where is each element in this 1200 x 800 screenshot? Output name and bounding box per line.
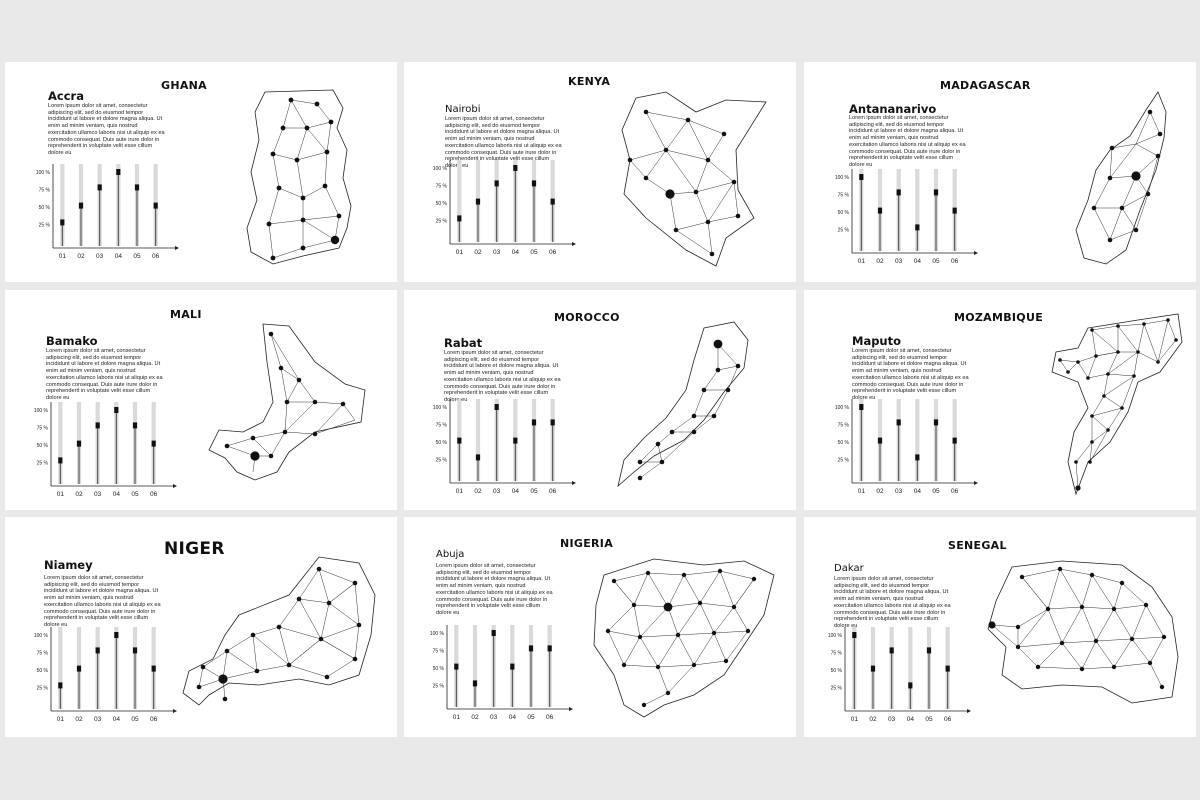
slide-niger bbox=[5, 517, 397, 737]
x-axis-arrow bbox=[173, 709, 177, 713]
bar-marker bbox=[133, 422, 137, 428]
bar-chart bbox=[432, 158, 572, 258]
slide-morocco bbox=[404, 290, 796, 510]
y-tick-label: 25 % bbox=[435, 457, 447, 464]
map-kenya bbox=[616, 90, 776, 270]
y-tick-label: 100 % bbox=[827, 633, 842, 639]
bar-marker bbox=[114, 632, 118, 638]
bar-marker bbox=[897, 189, 901, 195]
x-axis-arrow bbox=[569, 707, 573, 711]
description-text: Lorem ipsum dolor sit amet, consectetur adipiscing elit, sed do eiusmod tempor incididunt ut labore et dolore magna aliqua. Ut enim ad minim veniam, quis nostrud exercitation ullamco laboris nisi ut aliquip ex ea commodo consequat. Duis aute irure dolor in reprehenderit in voluptate velit esse cillum dolore eu bbox=[444, 350, 561, 403]
country-title: GHANA bbox=[161, 79, 207, 92]
x-tick-label: 03 bbox=[94, 716, 102, 723]
bar-marker bbox=[908, 682, 912, 688]
bar-marker bbox=[495, 180, 499, 186]
x-tick-label: 03 bbox=[895, 488, 903, 495]
bar-marker bbox=[859, 174, 863, 180]
x-axis-arrow bbox=[967, 709, 971, 713]
bar-marker bbox=[114, 407, 118, 413]
x-tick-label: 06 bbox=[549, 488, 557, 495]
y-tick-label: 50 % bbox=[36, 668, 48, 674]
capital-name: Maputo bbox=[852, 334, 902, 348]
y-tick-label: 25 % bbox=[837, 457, 849, 464]
y-tick-label: 50 % bbox=[38, 205, 50, 211]
x-tick-label: 06 bbox=[944, 716, 952, 723]
bar-marker bbox=[476, 199, 480, 205]
x-tick-label: 06 bbox=[951, 488, 959, 495]
y-tick-label: 25 % bbox=[830, 685, 842, 692]
description-text: Lorem ipsum dolor sit amet, consectetur adipiscing elit, sed do eiusmod tempor incididunt ut labore et dolore magna aliqua. Ut enim ad minim veniam, quis nostrud exercitation ullamco laboris nisi ut aliquip ex ea commodo consequat. Duis aute irure dolor in reprehenderit in voluptate velit esse cillum dolore eu bbox=[849, 115, 966, 168]
y-tick-label: 75 % bbox=[432, 648, 444, 655]
bar-marker bbox=[915, 454, 919, 460]
slide-ghana bbox=[5, 62, 397, 282]
description-text: Lorem ipsum dolor sit amet, consectetur adipiscing elit, sed do eiusmod tempor incididunt ut labore et dolore magna aliqua. Ut enim ad minim veniam, quis nostrud exercitation ullamco laboris nisi ut aliquip ex ea commodo consequat. Duis aute irure dolor in reprehenderit in voluptate velit esse cillum dolore eu bbox=[436, 563, 553, 616]
x-tick-label: 02 bbox=[876, 488, 884, 495]
y-tick-label: 25 % bbox=[38, 222, 50, 229]
bar-marker bbox=[871, 666, 875, 672]
bar-marker bbox=[79, 203, 83, 209]
bar-marker bbox=[953, 438, 957, 444]
x-tick-label: 03 bbox=[94, 491, 102, 498]
y-tick-label: 25 % bbox=[36, 460, 48, 467]
capital-name: Nairobi bbox=[445, 104, 481, 115]
y-tick-label: 75 % bbox=[830, 650, 842, 657]
slide-madagascar bbox=[804, 62, 1196, 282]
description-text: Lorem ipsum dolor sit amet, consectetur adipiscing elit, sed do eiusmod tempor incididunt ut labore et dolore magna aliqua. Ut enim ad minim veniam, quis nostrud exercitation ullamco laboris nisi ut aliquip ex ea commodo consequat. Duis aute irure dolor in reprehenderit in voluptate velit esse cillum dolore eu bbox=[44, 575, 161, 628]
y-tick-label: 75 % bbox=[435, 422, 447, 429]
bar-marker bbox=[513, 165, 517, 171]
x-tick-label: 06 bbox=[152, 253, 160, 260]
x-tick-label: 03 bbox=[490, 714, 498, 721]
bar-marker bbox=[878, 438, 882, 444]
x-tick-label: 02 bbox=[471, 714, 479, 721]
y-tick-label: 75 % bbox=[38, 187, 50, 194]
bar-chart bbox=[834, 397, 974, 497]
y-tick-label: 75 % bbox=[435, 183, 447, 190]
bar-marker bbox=[953, 208, 957, 214]
y-tick-label: 100 % bbox=[432, 166, 447, 172]
x-tick-label: 01 bbox=[452, 714, 460, 721]
bar-marker bbox=[152, 666, 156, 672]
y-tick-label: 100 % bbox=[432, 405, 447, 411]
country-title: MADAGASCAR bbox=[940, 79, 1031, 92]
y-tick-label: 75 % bbox=[36, 650, 48, 657]
map-madagascar bbox=[1070, 90, 1180, 270]
x-tick-label: 05 bbox=[527, 714, 535, 721]
bar-marker bbox=[934, 419, 938, 425]
country-title: NIGERIA bbox=[560, 537, 614, 550]
x-tick-label: 02 bbox=[876, 258, 884, 265]
x-tick-label: 02 bbox=[75, 716, 83, 723]
y-tick-label: 50 % bbox=[435, 440, 447, 446]
bar-marker bbox=[934, 189, 938, 195]
x-tick-label: 05 bbox=[530, 249, 538, 256]
x-tick-label: 01 bbox=[56, 716, 64, 723]
bar-marker bbox=[551, 199, 555, 205]
x-tick-label: 04 bbox=[511, 249, 519, 256]
x-tick-label: 06 bbox=[150, 716, 158, 723]
bar-chart bbox=[834, 167, 974, 267]
x-tick-label: 02 bbox=[474, 488, 482, 495]
x-tick-label: 01 bbox=[857, 258, 865, 265]
x-tick-label: 02 bbox=[77, 253, 85, 260]
x-tick-label: 03 bbox=[493, 488, 501, 495]
y-tick-label: 50 % bbox=[837, 440, 849, 446]
map-nigeria bbox=[584, 555, 784, 735]
slide-mozambique bbox=[804, 290, 1196, 510]
slide-mali bbox=[5, 290, 397, 510]
country-title: MOZAMBIQUE bbox=[954, 311, 1044, 324]
bar-marker bbox=[135, 184, 139, 190]
y-tick-label: 50 % bbox=[830, 668, 842, 674]
x-axis-arrow bbox=[173, 484, 177, 488]
description-text: Lorem ipsum dolor sit amet, consectetur adipiscing elit, sed do eiusmod tempor incididunt ut labore et dolore magna aliqua. Ut enim ad minim veniam, quis nostrud exercitation ullamco laboris nisi ut aliquip ex ea commodo consequat. Duis aute irure dolor in reprehenderit in voluptate velit esse cillum dolore eu bbox=[834, 576, 951, 629]
map-mali bbox=[205, 322, 375, 482]
x-tick-label: 04 bbox=[508, 714, 516, 721]
bar-chart bbox=[35, 162, 175, 262]
x-tick-label: 06 bbox=[150, 491, 158, 498]
x-tick-label: 04 bbox=[112, 716, 120, 723]
x-tick-label: 05 bbox=[932, 258, 940, 265]
y-tick-label: 25 % bbox=[837, 227, 849, 234]
x-tick-label: 04 bbox=[114, 253, 122, 260]
bar-marker bbox=[946, 666, 950, 672]
x-tick-label: 03 bbox=[888, 716, 896, 723]
country-title: MALI bbox=[170, 308, 202, 321]
x-axis-arrow bbox=[572, 481, 576, 485]
capital-name: Dakar bbox=[834, 563, 864, 574]
x-tick-label: 01 bbox=[455, 249, 463, 256]
x-tick-label: 03 bbox=[493, 249, 501, 256]
bar-chart bbox=[33, 400, 173, 500]
bar-marker bbox=[60, 219, 64, 225]
bar-marker bbox=[510, 664, 514, 670]
x-tick-label: 05 bbox=[530, 488, 538, 495]
bar-marker bbox=[454, 664, 458, 670]
bar-marker bbox=[897, 419, 901, 425]
x-tick-label: 06 bbox=[546, 714, 554, 721]
x-axis-arrow bbox=[572, 242, 576, 246]
bar-marker bbox=[457, 438, 461, 444]
bar-marker bbox=[859, 404, 863, 410]
capital-name: Bamako bbox=[46, 334, 98, 348]
x-tick-label: 02 bbox=[869, 716, 877, 723]
x-tick-label: 04 bbox=[906, 716, 914, 723]
bar-marker bbox=[529, 645, 533, 651]
y-tick-label: 100 % bbox=[834, 405, 849, 411]
map-senegal bbox=[982, 557, 1182, 717]
description-text: Lorem ipsum dolor sit amet, consectetur adipiscing elit, sed do eiusmod tempor incididunt ut labore et dolore magna aliqua. Ut enim ad minim veniam, quis nostrud exercitation ullamco laboris nisi ut aliquip ex ea commodo consequat. Duis aute irure dolor in reprehenderit in voluptate velit esse cillum dolore eu bbox=[46, 348, 163, 401]
x-tick-label: 04 bbox=[112, 491, 120, 498]
y-tick-label: 75 % bbox=[837, 422, 849, 429]
x-tick-label: 05 bbox=[925, 716, 933, 723]
bar-marker bbox=[77, 666, 81, 672]
slide-senegal bbox=[804, 517, 1196, 737]
bar-marker bbox=[532, 180, 536, 186]
y-tick-label: 50 % bbox=[432, 666, 444, 672]
bar-chart bbox=[33, 625, 173, 725]
x-tick-label: 01 bbox=[58, 253, 66, 260]
bar-marker bbox=[495, 404, 499, 410]
x-tick-label: 01 bbox=[857, 488, 865, 495]
bar-marker bbox=[133, 647, 137, 653]
x-axis-arrow bbox=[974, 481, 978, 485]
x-tick-label: 02 bbox=[474, 249, 482, 256]
bar-marker bbox=[551, 419, 555, 425]
x-tick-label: 02 bbox=[75, 491, 83, 498]
bar-marker bbox=[96, 422, 100, 428]
bar-chart bbox=[827, 625, 967, 725]
bar-marker bbox=[878, 208, 882, 214]
bar-marker bbox=[513, 438, 517, 444]
x-tick-label: 04 bbox=[511, 488, 519, 495]
bar-marker bbox=[927, 647, 931, 653]
x-tick-label: 01 bbox=[56, 491, 64, 498]
y-tick-label: 50 % bbox=[36, 443, 48, 449]
slide-kenya bbox=[404, 62, 796, 282]
country-title: NIGER bbox=[164, 539, 225, 559]
x-axis-arrow bbox=[175, 246, 179, 250]
bar-marker bbox=[890, 647, 894, 653]
bar-marker bbox=[915, 224, 919, 230]
y-tick-label: 50 % bbox=[435, 201, 447, 207]
y-tick-label: 100 % bbox=[429, 631, 444, 637]
description-text: Lorem ipsum dolor sit amet, consectetur adipiscing elit, sed do eiusmod tempor incididunt ut labore et dolore magna aliqua. Ut enim ad minim veniam, quis nostrud exercitation ullamco laboris nisi ut aliquip ex ea commodo consequat. Duis aute irure dolor in reprehenderit in voluptate velit esse cillum dolore eu bbox=[48, 103, 165, 156]
bar-marker bbox=[548, 645, 552, 651]
x-tick-label: 05 bbox=[131, 491, 139, 498]
capital-name: Niamey bbox=[44, 558, 93, 572]
capital-name: Antananarivo bbox=[849, 102, 937, 116]
bar-marker bbox=[532, 419, 536, 425]
map-mozambique bbox=[1048, 312, 1188, 497]
country-title: KENYA bbox=[568, 75, 611, 88]
description-text: Lorem ipsum dolor sit amet, consectetur adipiscing elit, sed do eiusmod tempor incididunt ut labore et dolore magna aliqua. Ut enim ad minim veniam, quis nostrud exercitation ullamco laboris nisi ut aliquip ex ea commodo consequat. Duis aute irure dolor in reprehenderit in voluptate velit esse cillum dolore eu bbox=[852, 348, 969, 401]
bar-marker bbox=[96, 647, 100, 653]
map-morocco bbox=[614, 320, 754, 490]
bar-marker bbox=[58, 457, 62, 463]
bar-marker bbox=[476, 454, 480, 460]
description-text: Lorem ipsum dolor sit amet, consectetur adipiscing elit, sed do eiusmod tempor incididunt ut labore et dolore magna aliqua. Ut enim ad minim veniam, quis nostrud exercitation ullamco laboris nisi ut aliquip ex ea commodo consequat. Duis aute irure dolor in reprehenderit in voluptate velit esse cillum dolore eu bbox=[445, 116, 562, 169]
country-title: MOROCCO bbox=[554, 311, 620, 324]
bar-marker bbox=[77, 441, 81, 447]
y-tick-label: 100 % bbox=[33, 633, 48, 639]
x-tick-label: 01 bbox=[850, 716, 858, 723]
country-title: SENEGAL bbox=[948, 539, 1007, 552]
bar-marker bbox=[457, 215, 461, 221]
slide-nigeria bbox=[404, 517, 796, 737]
y-tick-label: 75 % bbox=[837, 192, 849, 199]
x-tick-label: 03 bbox=[895, 258, 903, 265]
bar-marker bbox=[116, 169, 120, 175]
y-tick-label: 100 % bbox=[834, 175, 849, 181]
bar-marker bbox=[152, 441, 156, 447]
x-tick-label: 06 bbox=[549, 249, 557, 256]
bar-marker bbox=[852, 632, 856, 638]
x-tick-label: 01 bbox=[455, 488, 463, 495]
y-tick-label: 25 % bbox=[36, 685, 48, 692]
x-tick-label: 05 bbox=[932, 488, 940, 495]
capital-name: Rabat bbox=[444, 336, 483, 350]
map-ghana bbox=[243, 88, 363, 268]
y-tick-label: 100 % bbox=[33, 408, 48, 414]
bar-chart bbox=[432, 397, 572, 497]
map-niger bbox=[179, 555, 379, 715]
capital-name: Abuja bbox=[436, 549, 465, 560]
y-tick-label: 50 % bbox=[837, 210, 849, 216]
bar-marker bbox=[473, 680, 477, 686]
x-tick-label: 04 bbox=[913, 258, 921, 265]
bar-marker bbox=[58, 682, 62, 688]
x-tick-label: 04 bbox=[913, 488, 921, 495]
x-axis-arrow bbox=[974, 251, 978, 255]
y-tick-label: 100 % bbox=[35, 170, 50, 176]
bar-marker bbox=[98, 184, 102, 190]
x-tick-label: 06 bbox=[951, 258, 959, 265]
x-tick-label: 05 bbox=[131, 716, 139, 723]
y-tick-label: 25 % bbox=[432, 683, 444, 690]
y-tick-label: 25 % bbox=[435, 218, 447, 225]
bar-marker bbox=[154, 203, 158, 209]
bar-marker bbox=[492, 630, 496, 636]
bar-chart bbox=[429, 623, 569, 723]
y-tick-label: 75 % bbox=[36, 425, 48, 432]
capital-name: Accra bbox=[48, 89, 84, 103]
x-tick-label: 03 bbox=[96, 253, 104, 260]
x-tick-label: 05 bbox=[133, 253, 141, 260]
